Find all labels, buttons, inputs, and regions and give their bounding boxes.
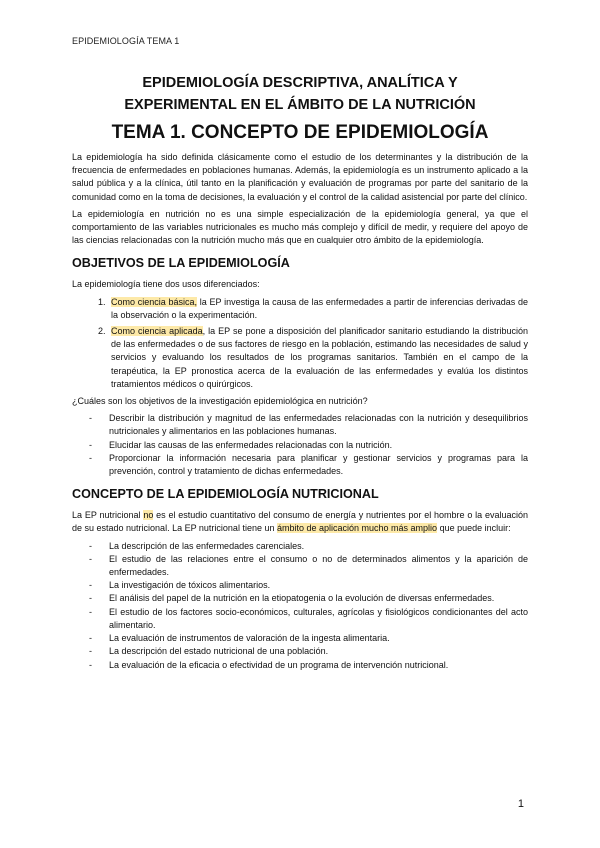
list-item: - Elucidar las causas de las enfermedades relacionadas con la nutrición. xyxy=(72,439,528,452)
list-item-text: la EP investiga la causa de las enfermedades a partir de inferencias derivadas de la observación o la experimentación. xyxy=(111,296,528,320)
highlighted-text: ámbito de aplicación mucho más amplio xyxy=(276,523,438,534)
dash-bullet: - xyxy=(89,452,92,463)
dash-bullet: - xyxy=(89,646,92,657)
page-number: 1 xyxy=(517,798,524,810)
list-item: - El análisis del papel de la nutrición en la etiopatogenia o la evolución de diversas enfermedades. xyxy=(72,592,528,605)
dash-bullet: - xyxy=(89,439,92,450)
dash-bullet: - xyxy=(89,606,92,617)
title-line-2: EXPERIMENTAL EN EL ÁMBITO DE LA NUTRICIÓN xyxy=(124,97,476,113)
list-item: - El estudio de las relaciones entre el consumo o no de determinados alimentos y la aparición de enfermedades. xyxy=(89,553,528,578)
list-item-text: , la EP se pone a disposición del planificador sanitario estudiando la distribución de las enfermedades o de sus factores de riesgo en la población, estimando las necesidades de salud y servicios y evaluando los resultados de los programas sanitarios. También en el campo de la terapéutica, la EP pronostica acerca de la evaluación de las enfermedades y evalúa los distintos tratamientos médicos o quirúrgicos. xyxy=(111,326,528,389)
concepto-bullet-list xyxy=(72,540,528,672)
list-item: - La descripción del estado nutricional de una población. xyxy=(72,645,528,658)
tema-title: TEMA 1. CONCEPTO DE EPIDEMIOLOGÍA xyxy=(111,122,489,143)
list-item: - La descripción de las enfermedades carenciales. xyxy=(72,540,528,553)
intro-paragraph-1: La epidemiología ha sido definida clásicamente como el estudio de los determinantes y la distribución de la frecuencia de enfermedades en poblaciones humanas. Además, la epidemiología es un instrumento aplicado a la salud pública y a la clínica, útil tanto en la planificación y evaluación de programas por parte del sanitario de la comunidad como en la toma de decisiones, la evaluación y el control de la calidad asistencial por parte del clínico. xyxy=(72,152,528,202)
list-item xyxy=(108,296,528,322)
objetivos-question: ¿Cuáles son los objetivos de la investigación epidemiológica en nutrición? xyxy=(72,396,368,407)
objetivos-numbered-list xyxy=(72,296,528,391)
page-content xyxy=(72,72,528,675)
list-item: - El estudio de los factores socio-económicos, culturales, agrícolas y fisiológicos condicionantes del acto alimentario. xyxy=(89,606,528,630)
title-line-1: EPIDEMIOLOGÍA DESCRIPTIVA, ANALÍTICA Y xyxy=(142,75,458,91)
list-item: - Proporcionar la información necesaria para planificar y gestionar servicios y programas para la prevención, control y tratamiento de dichas enfermedades. xyxy=(89,452,528,477)
section-heading-concepto: CONCEPTO DE LA EPIDEMIOLOGÍA NUTRICIONAL xyxy=(72,487,379,502)
list-item: - La investigación de tóxicos alimentarios. xyxy=(72,579,528,592)
dash-bullet: - xyxy=(89,633,92,644)
dash-bullet: - xyxy=(89,540,92,551)
list-item: - La evaluación de instrumentos de valoración de la ingesta alimentaria. xyxy=(72,632,528,645)
list-item: - Describir la distribución y magnitud de las enfermedades relacionadas con la nutrición y desequilibrios nutricionales y alimentarios en las poblaciones humanas. xyxy=(89,413,528,437)
highlighted-text: Como ciencia aplicada xyxy=(111,326,203,337)
running-header: EPIDEMIOLOGÍA TEMA 1 xyxy=(72,36,180,46)
dash-bullet: - xyxy=(89,553,92,564)
dash-bullet: - xyxy=(89,413,92,424)
highlighted-text: Como ciencia básica, xyxy=(111,296,198,307)
document-title xyxy=(72,72,528,116)
dash-bullet: - xyxy=(89,659,92,670)
highlighted-text: no xyxy=(143,510,154,521)
intro-paragraph-2: La epidemiología en nutrición no es una simple especialización de la epidemiología general, ya que el comportamiento de las variables nutricionales es mucho más complejo y difícil de medir, y requiere del apoyo de las ciencias relacionadas con la nutrición mucho más que en cualquier otro ámbito de la epidemiología. xyxy=(72,208,528,246)
list-item xyxy=(108,325,528,391)
list-item: - La evaluación de la eficacia o efectividad de un programa de intervención nutricional. xyxy=(72,659,528,672)
dash-bullet: - xyxy=(89,580,92,591)
objetivos-intro: La epidemiología tiene dos usos diferenciados: xyxy=(72,279,260,290)
dash-bullet: - xyxy=(89,593,92,604)
section-heading-objetivos: OBJETIVOS DE LA EPIDEMIOLOGÍA xyxy=(72,256,290,271)
objetivos-bullet-list xyxy=(72,412,528,478)
concepto-paragraph: La EP nutricional no es el estudio cuantitativo del consumo de energía y nutrientes por el hombre o la evaluación de su estado nutricional. La EP nutricional tiene un ámbito de aplicación mucho más amplio que puede incluir: xyxy=(72,510,528,534)
